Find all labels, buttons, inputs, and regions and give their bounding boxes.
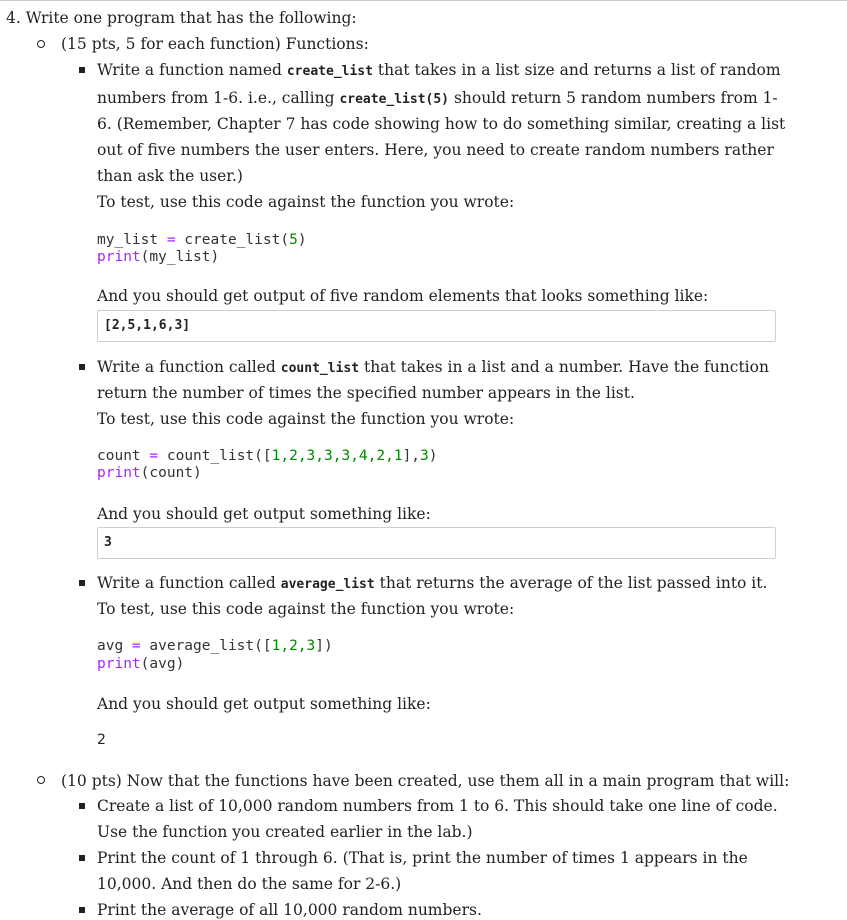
item2-line2: return the number of times the specified number appears in the list. [97,384,635,402]
inline-code: create_list [286,64,373,79]
output-text: 2 [97,732,106,748]
output-box [97,527,776,559]
square-bullet-icon [79,803,85,809]
text: Write a function called [97,358,281,376]
item3-expect: And you should get output something like: [97,695,431,713]
item2-test-instruction: To test, use this code against the function you wrote: [97,410,515,428]
s2-item1-line1: Create a list of 10,000 random numbers from 1 to 6. This should take one line of code. [97,797,778,815]
code-line: print(count) [97,465,202,481]
s2-item2-line1: Print the count of 1 through 6. (That is, print the number of times 1 appears in the [97,849,748,867]
square-bullet-icon [79,364,85,370]
item3-line1 [97,573,767,595]
inline-code: average_list [280,577,375,592]
s2-item2-line2: 10,000. And then do the same for 2-6.) [97,875,402,893]
code-line: print(avg) [97,656,185,672]
item2-expect: And you should get output something like: [97,505,431,523]
inline-code: count_list [280,361,360,376]
text: that takes in a list and a number. Have the function [359,358,769,376]
item1-line4: out of five numbers the user enters. Here, you need to create random numbers rather [97,141,774,159]
text: that returns the average of the list passed into it. [374,574,768,592]
hollow-bullet-icon [37,776,45,784]
text: numbers from 1-6. i.e., calling [97,89,340,107]
text: should return 5 random numbers from 1- [449,89,778,107]
item1-line2 [97,88,778,110]
item1-test-instruction: To test, use this code against the function you wrote: [97,193,515,211]
text: Write a function named [97,61,287,79]
code-line: avg = average_list([1,2,3]) [97,638,333,654]
section1-label: (15 pts, 5 for each function) Functions: [61,35,369,53]
item1-line3: 6. (Remember, Chapter 7 has code showing how to do something similar, creating a list [97,115,786,133]
hollow-bullet-icon [37,40,45,48]
square-bullet-icon [79,855,85,861]
item3-test-instruction: To test, use this code against the function you wrote: [97,600,515,618]
s2-item1-line2: Use the function you created earlier in the lab.) [97,823,473,841]
square-bullet-icon [79,580,85,586]
item1-line1 [97,60,781,82]
code-line: print(my_list) [97,249,220,265]
top-divider [0,0,847,1]
section2-label: (10 pts) Now that the functions have been created, use them all in a main program that will: [61,772,790,790]
question-heading: 4. Write one program that has the following: [6,9,357,27]
inline-code: create_list(5) [339,92,450,107]
s2-item3-line1: Print the average of all 10,000 random numbers. [97,901,482,919]
output-text: 3 [104,535,112,550]
output-text: [2,5,1,6,3] [104,318,191,333]
code-line: my_list = create_list(5) [97,232,307,248]
code-line: count = count_list([1,2,3,3,3,4,2,1],3) [97,448,438,464]
item2-line1 [97,357,769,379]
text: that takes in a list size and returns a list of random [372,61,781,79]
square-bullet-icon [79,67,85,73]
output-box [97,310,776,342]
item1-expect: And you should get output of five random elements that looks something like: [97,287,709,305]
square-bullet-icon [79,907,85,913]
item1-line5: than ask the user.) [97,167,243,185]
text: Write a function called [97,574,281,592]
